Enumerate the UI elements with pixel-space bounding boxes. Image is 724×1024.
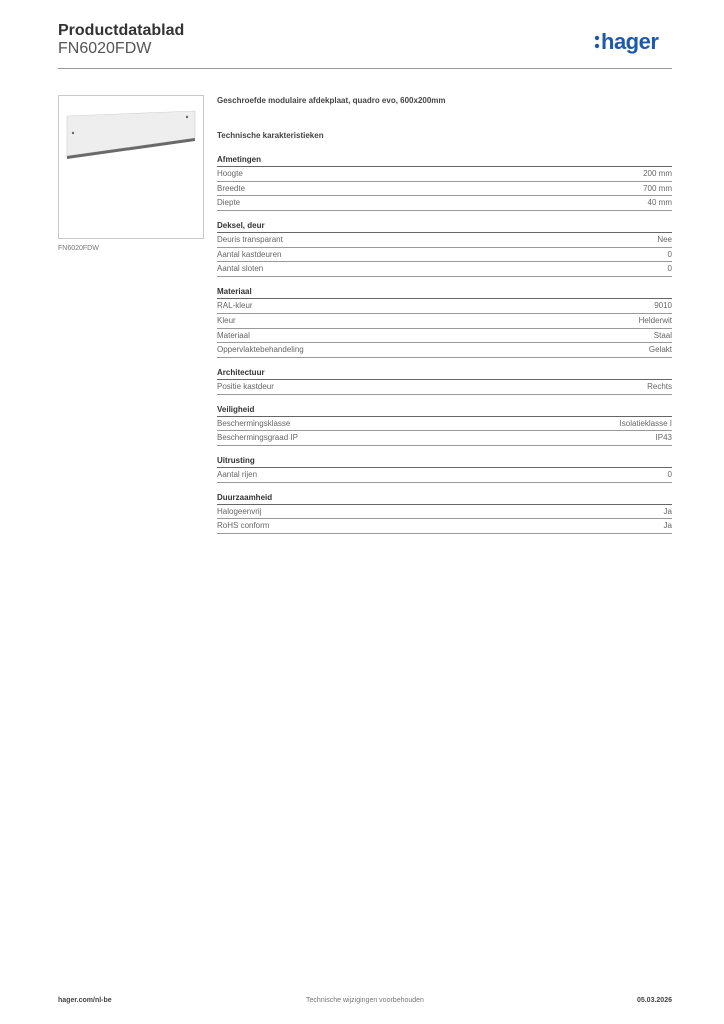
- spec-section: [217, 154, 672, 211]
- spec-value: Ja: [663, 521, 672, 531]
- spec-row: [217, 299, 672, 314]
- spec-value: Gelakt: [648, 345, 672, 355]
- section-heading: Afmetingen: [217, 154, 672, 167]
- spec-row: [217, 233, 672, 248]
- hager-logo[interactable]: [594, 26, 674, 56]
- spec-row: [217, 262, 672, 277]
- spec-value: Helderwit: [638, 315, 672, 325]
- spec-label: Beschermingsklasse: [217, 418, 291, 428]
- spec-value: Rechts: [647, 381, 672, 391]
- spec-label: Halogeenvrij: [217, 506, 262, 516]
- product-code: FN6020FDW: [58, 40, 152, 57]
- spec-label: RoHS conform: [217, 521, 270, 531]
- spec-label: Kleur: [217, 315, 236, 325]
- spec-section: [217, 367, 672, 395]
- spec-value: Ja: [663, 506, 672, 516]
- spec-sections: [217, 154, 672, 534]
- logo-dot-bottom: [595, 44, 599, 48]
- spec-label: Deuris transparant: [217, 235, 283, 245]
- spec-row: [217, 182, 672, 197]
- screw-left: [72, 132, 74, 134]
- specifications: [217, 95, 672, 543]
- spec-row: [217, 196, 672, 211]
- section-heading: Uitrusting: [217, 455, 672, 468]
- spec-row: [217, 248, 672, 263]
- footer-website[interactable]: hager.com/nl-be: [58, 997, 112, 1004]
- spec-label: Hoogte: [217, 169, 243, 178]
- spec-row: [217, 167, 672, 182]
- spec-label: Positie kastdeur: [217, 381, 274, 391]
- spec-label: RAL-kleur: [217, 301, 253, 311]
- spec-value: Isolatieklasse I: [619, 418, 672, 428]
- spec-row: [217, 329, 672, 344]
- spec-value: 700 mm: [643, 183, 672, 193]
- spec-row: [217, 468, 672, 483]
- spec-section: [217, 404, 672, 446]
- spec-label: Oppervlaktebehandeling: [217, 345, 304, 355]
- page-title: Productdatablad: [58, 22, 185, 39]
- spec-row: [217, 431, 672, 446]
- spec-label: Aantal sloten: [217, 264, 264, 274]
- spec-value: 0: [667, 264, 672, 274]
- spec-label: Beschermingsgraad IP: [217, 433, 298, 443]
- tech-characteristics-title: Technische karakteristieken: [217, 131, 324, 140]
- section-heading: Deksel, deur: [217, 220, 672, 233]
- spec-value: 200 mm: [643, 169, 672, 178]
- spec-section: [217, 455, 672, 483]
- spec-section: [217, 492, 672, 534]
- spec-label: Aantal kastdeuren: [217, 249, 282, 259]
- spec-row: [217, 519, 672, 534]
- spec-row: [217, 505, 672, 520]
- section-heading: Veiligheid: [217, 404, 672, 417]
- section-heading: Architectuur: [217, 367, 672, 380]
- section-heading: Materiaal: [217, 286, 672, 299]
- spec-value: IP43: [655, 433, 672, 443]
- header-divider: [58, 68, 672, 69]
- spec-row: [217, 380, 672, 395]
- spec-row: [217, 314, 672, 329]
- logo-text: hager: [601, 29, 659, 54]
- product-description: Geschroefde modulaire afdekplaat, quadro evo, 600x200mm: [217, 96, 446, 105]
- footer-disclaimer: Technische wijzigingen voorbehouden: [306, 997, 424, 1004]
- cover-plate-illustration: [59, 96, 203, 238]
- spec-value: 40 mm: [647, 198, 672, 208]
- section-heading: Duurzaamheid: [217, 492, 672, 505]
- spec-section: [217, 220, 672, 277]
- spec-value: Staal: [653, 330, 672, 340]
- spec-value: 9010: [654, 301, 672, 311]
- spec-row: [217, 417, 672, 432]
- spec-label: Materiaal: [217, 330, 250, 340]
- image-caption: FN6020FDW: [58, 245, 99, 252]
- spec-row: [217, 343, 672, 358]
- product-image: [58, 95, 204, 239]
- footer-date: 05.03.2026: [636, 997, 672, 1004]
- spec-label: Breedte: [217, 183, 246, 193]
- spec-section: [217, 286, 672, 358]
- spec-value: 0: [667, 469, 672, 479]
- spec-label: Diepte: [217, 198, 241, 208]
- spec-value: Nee: [657, 235, 672, 245]
- logo-dot-top: [595, 36, 599, 40]
- spec-value: 0: [667, 249, 672, 259]
- spec-label: Aantal rijen: [217, 469, 258, 479]
- screw-right: [186, 116, 188, 118]
